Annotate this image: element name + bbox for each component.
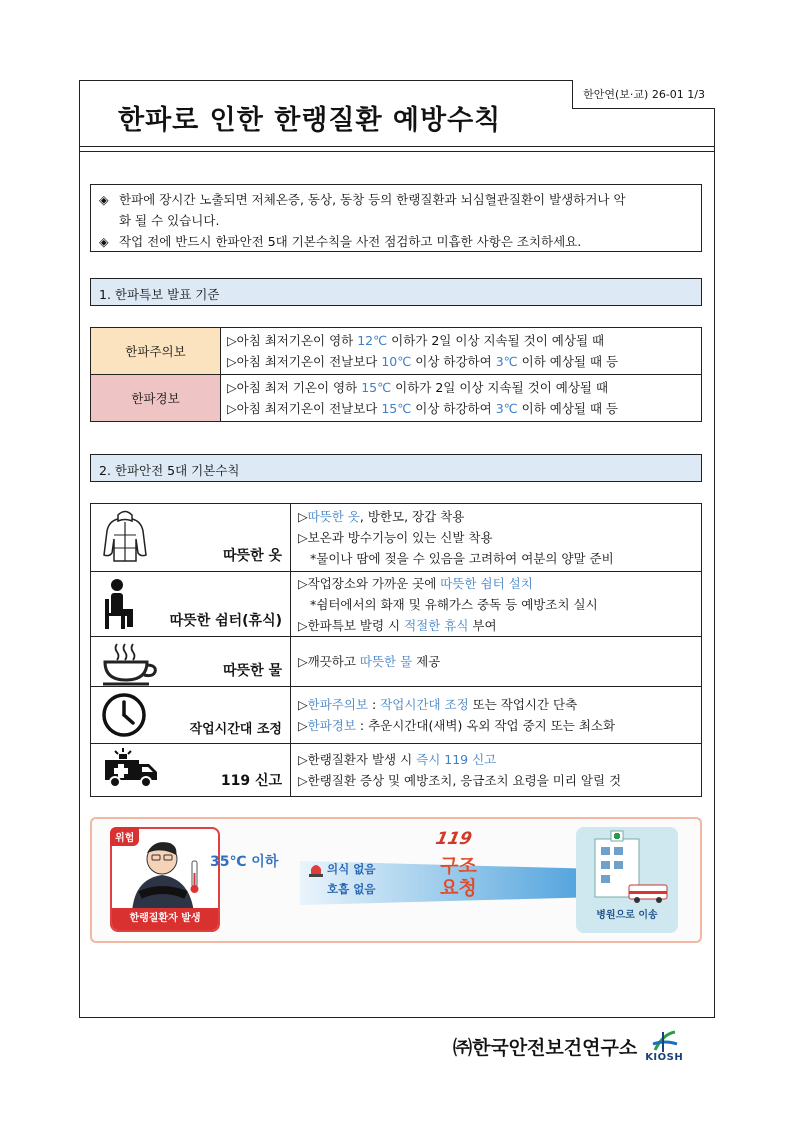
rule-warm-clothes: 따뜻한 옷 ▷따뜻한 옷, 방한모, 장갑 착용 ▷보온과 방수기능이 있는 신발 착용 *물이나 땀에 젖을 수 있음을 고려하여 여분의 양말 준비: [91, 504, 701, 572]
notice-text: 화 될 수 있습니다.: [119, 213, 220, 228]
cold-wave-watch-criteria: ▷아침 최저기온이 영하 12℃ 이하가 2일 이상 지속될 것이 예상될 때 ▷아침 최저기온이 전날보다 10℃ 이상 하강하여 3℃ 이하 예상될 때 등: [221, 328, 702, 375]
ambulance-icon: [101, 746, 161, 790]
table-row-warning: [91, 328, 702, 375]
rule-warm-shelter: 따뜻한 쉼터(휴식) ▷작업장소와 가까운 곳에 따뜻한 쉼터 설치 *쉼터에서의 화재 및 유해가스 중독 등 예방조치 실시 ▷한파특보 발령 시 적절한 휴식 부여: [91, 572, 701, 637]
rescue-request-text: 구조 요청: [440, 855, 477, 899]
notice-text: 한파에 장시간 노출되면 저체온증, 동상, 동창 등의 한랭질환과 뇌심혈관질환이 발생하거나 악: [119, 192, 626, 207]
kiosh-logo-icon: [649, 1030, 679, 1052]
rule-title: 따뜻한 쉼터(휴식): [169, 613, 282, 629]
notice-text: 작업 전에 반드시 한파안전 5대 기본수칙을 사전 점검하고 미흡한 사항은 조치하세요.: [119, 234, 582, 249]
basic-rules-table: [90, 503, 702, 797]
page-title: 한파로 인한 한랭질환 예방수칙: [118, 105, 502, 136]
header-divider-double: [80, 151, 714, 152]
cold-wave-criteria-table: [90, 327, 702, 422]
temperature-label: 35℃ 이하: [210, 854, 279, 870]
rule-title: 작업시간대 조정: [189, 722, 282, 737]
shivering-person-icon: [114, 835, 220, 915]
emergency-number: 119: [433, 829, 474, 849]
symptom-text: 의식 없음 호흡 없음: [327, 862, 376, 896]
danger-tag: 위험: [110, 827, 139, 846]
rule-title: 따뜻한 물: [223, 663, 282, 679]
cold-wave-warning-label: 한파경보: [91, 375, 221, 422]
notice-line-1: [99, 189, 693, 210]
hot-cup-icon: [101, 642, 161, 686]
victim-label: 한랭질환자 발생: [112, 908, 218, 930]
section-heading-cold-wave-criteria: 1. 한파특보 발표 기준: [90, 278, 702, 306]
header-divider: [80, 146, 714, 147]
rule-title: 119 신고: [220, 773, 282, 789]
diamond-bullet-icon: ◈: [99, 192, 109, 207]
rule-report-119: 119 신고 ▷한랭질환자 발생 시 즉시 119 신고 ▷한랭질환 증상 및 예방조치, 응급조치 요령을 미리 알릴 것: [91, 744, 701, 796]
victim-card: [110, 827, 220, 932]
cold-wave-watch-label: 한파주의보: [91, 328, 221, 375]
siren-icon: [307, 861, 325, 877]
notice-line-3: [99, 231, 693, 252]
rule-warm-water: 따뜻한 물 ▷깨끗하고 따뜻한 물 제공: [91, 637, 701, 687]
clock-icon: [101, 692, 147, 738]
hospital-label: 병원으로 이송: [596, 910, 658, 921]
organization-name: ㈜한국안전보건연구소: [453, 1037, 638, 1059]
person-resting-icon: [101, 577, 141, 633]
kiosh-logo: [645, 1030, 683, 1063]
emergency-response-banner: [90, 817, 702, 943]
hospital-card: [576, 827, 678, 933]
kiosh-text: KIOSH: [645, 1052, 684, 1063]
footer: [453, 1030, 683, 1063]
cold-wave-warning-criteria: ▷아침 최저 기온이 영하 15℃ 이하가 2일 이상 지속될 것이 예상될 때 ▷아침 최저기온이 전날보다 15℃ 이상 하강하여 3℃ 이하 예상될 때 등: [221, 375, 702, 422]
document-frame: [79, 80, 715, 1018]
rule-title: 따뜻한 옷: [223, 548, 282, 564]
document-number: 한안연(보·교) 26-01 1/3: [572, 80, 715, 109]
table-row-alert: [91, 375, 702, 422]
diamond-bullet-icon: ◈: [99, 234, 109, 249]
section-heading-basic-rules: 2. 한파안전 5대 기본수칙: [90, 454, 702, 482]
rule-work-time-adjustment: 작업시간대 조정 ▷한파주의보 : 작업시간대 조정 또는 작업시간 단축 ▷한파경보 : 추운시간대(새벽) 옥외 작업 중지 또는 최소화: [91, 687, 701, 744]
notice-line-2: [99, 210, 693, 231]
hospital-icon: [577, 829, 677, 909]
padded-jacket-icon: [101, 509, 149, 567]
notice-box: [90, 184, 702, 252]
